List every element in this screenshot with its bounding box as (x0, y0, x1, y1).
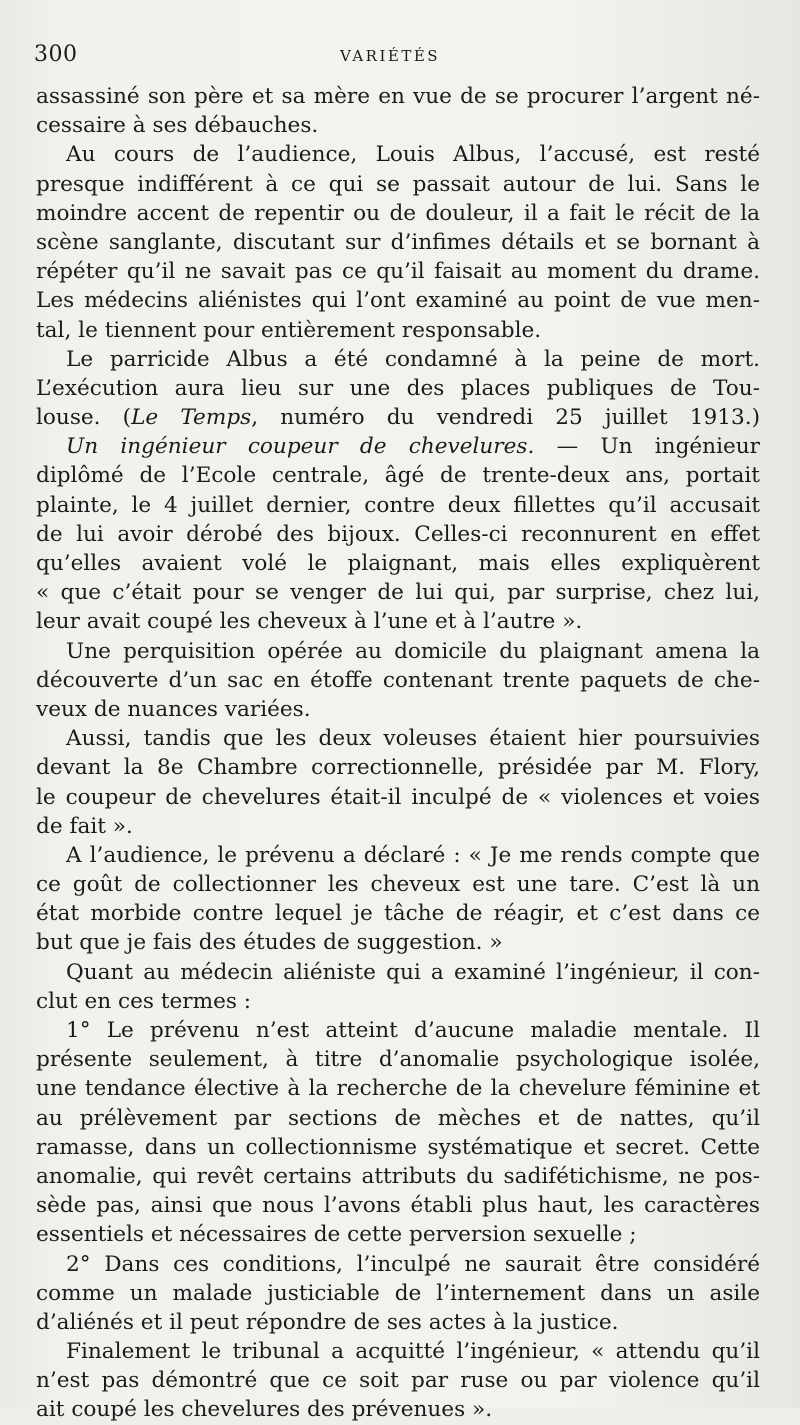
text-line: devant la 8e Chambre correctionnelle, présidée par M. Flory, (36, 755, 760, 781)
text-line: moindre accent de repentir ou de douleur, il a fait le récit de la (36, 200, 760, 226)
text-line: une tendance élective à la recherche de la chevelure féminine et (36, 1076, 760, 1102)
text-line: découverte d’un sac en étoffe contenant trente paquets de che- (36, 667, 760, 693)
text-line: ramasse, dans un collectionnisme systématique et secret. Cette (36, 1134, 760, 1160)
text-line: L’exécution aura lieu sur une des places publiques de Tou- (36, 375, 760, 401)
section-heading-line (36, 432, 760, 461)
text-line: Au cours de l’audience, Louis Albus, l’accusé, est resté (66, 142, 760, 168)
text-line: le coupeur de chevelures était-il inculpé de « violences et voies (36, 784, 760, 810)
citation-suffix: , numéro du vendredi 25 juillet 1913.) (251, 405, 761, 431)
source-citation-line (36, 403, 760, 432)
text-line: clut en ces termes : (36, 988, 252, 1014)
text-line: ait coupé les chevelures des prévenues ». (36, 1397, 493, 1423)
citation-prefix: louse. ( (36, 405, 132, 431)
text-line: répéter qu’il ne savait pas ce qu’il faisait au moment du drame. (36, 259, 760, 285)
text-line: 1° Le prévenu n’est atteint d’aucune maladie mentale. Il (66, 1018, 760, 1043)
text-line: de fait ». (36, 813, 133, 839)
newspaper-title: Le Temps (131, 405, 252, 431)
text-line: leur avait coupé les cheveux à l’une et à l’autre ». (36, 609, 583, 635)
text-line: ce goût de collectionner les cheveux est une tare. C’est là un (36, 872, 760, 898)
text-line: assassiné son père et sa mère en vue de se procurer l’argent né- (36, 84, 760, 109)
text-line: diplômé de l’Ecole centrale, âgé de trente-deux ans, portait (36, 463, 760, 489)
text-line: « que c’était pour se venger de lui qui, par surprise, chez lui, (36, 580, 760, 606)
text-line: Le parricide Albus a été condamné à la peine de mort. (66, 346, 760, 372)
section-lead: — Un ingénieur (534, 434, 761, 460)
text-line: n’est pas démontré que ce soit par ruse ou par violence qu’il (36, 1368, 760, 1394)
text-line: Finalement le tribunal a acquitté l’ingénieur, « attendu qu’il (66, 1339, 760, 1365)
text-line: comme un malade justiciable de l’internement dans un asile (36, 1280, 760, 1306)
text-line: au prélèvement par sections de mèches et de nattes, qu’il (36, 1105, 760, 1131)
text-line: sède pas, ainsi que nous l’avons établi plus haut, les caractères (36, 1193, 760, 1219)
text-line: 2° Dans ces conditions, l’inculpé ne saurait être considéré (66, 1251, 760, 1277)
running-head: VARIÉTÉS (340, 47, 441, 65)
text-line: Les médecins aliénistes qui l’ont examiné au point de vue men- (36, 288, 760, 314)
text-line: Quant au médecin aliéniste qui a examiné l’ingénieur, il con- (66, 959, 760, 985)
page-number: 300 (34, 42, 78, 67)
text-line: qu’elles avaient volé le plaignant, mais elles expliquèrent (36, 551, 760, 576)
text-line: anomalie, qui revêt certains attributs du sadifétichisme, ne pos- (36, 1163, 760, 1189)
text-line: Aussi, tandis que les deux voleuses étaient hier poursuivies (66, 726, 760, 752)
text-line: scène sanglante, discutant sur d’infimes détails et se bornant à (36, 229, 760, 255)
text-line: A l’audience, le prévenu a déclaré : « Je me rends compte que (66, 842, 760, 868)
text-line: cessaire à ses débauches. (36, 113, 319, 139)
text-line: état morbide contre lequel je tâche de réagir, et c’est dans ce (36, 901, 760, 927)
text-line: Une perquisition opérée au domicile du plaignant amena la (66, 638, 760, 664)
text-line: presque indifférent à ce qui se passait autour de lui. Sans le (36, 171, 760, 197)
text-line: but que je fais des études de suggestion. » (36, 930, 503, 956)
text-line: plainte, le 4 juillet dernier, contre deux fillettes qu’il accusait (36, 492, 760, 518)
section-title: Un ingénieur coupeur de chevelures. (66, 434, 535, 460)
text-line: tal, le tiennent pour entièrement responsable. (36, 317, 542, 343)
text-line: présente seulement, à titre d’anomalie psychologique isolée, (36, 1047, 760, 1073)
body-text (36, 82, 760, 1425)
text-line: d’aliénés et il peut répondre de ses actes à la justice. (36, 1309, 619, 1335)
text-line: de lui avoir dérobé des bijoux. Celles-ci reconnurent en effet (36, 521, 760, 547)
text-line: veux de nuances variées. (36, 696, 311, 722)
text-line: essentiels et nécessaires de cette perversion sexuelle ; (36, 1222, 637, 1248)
page-header (34, 42, 770, 72)
